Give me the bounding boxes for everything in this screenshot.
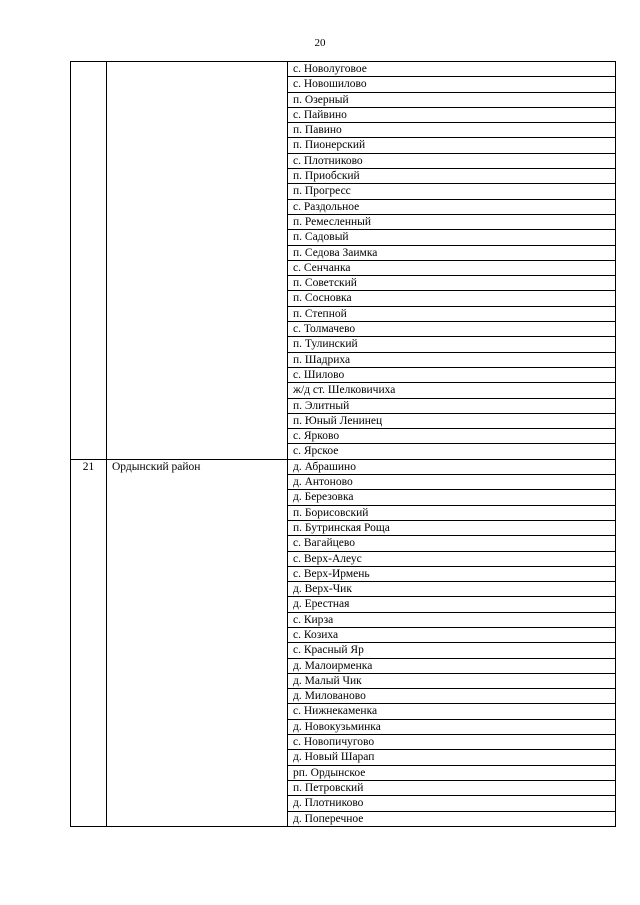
settlement-cell: п. Степной — [288, 306, 616, 321]
settlement-cell: с. Новошилово — [288, 77, 616, 92]
settlement-cell: д. Ерестная — [288, 597, 616, 612]
settlement-cell: д. Березовка — [288, 490, 616, 505]
settlement-cell: с. Раздольное — [288, 199, 616, 214]
settlement-cell: п. Элитный — [288, 398, 616, 413]
settlement-cell: п. Шадриха — [288, 352, 616, 367]
settlement-cell: п. Прогресс — [288, 184, 616, 199]
settlement-cell: п. Бутринская Роща — [288, 520, 616, 535]
settlement-cell: п. Озерный — [288, 92, 616, 107]
settlement-cell: п. Приобский — [288, 169, 616, 184]
settlement-cell: д. Абрашино — [288, 459, 616, 474]
settlement-cell: п. Пионерский — [288, 138, 616, 153]
table-row — [71, 62, 616, 77]
settlement-cell: п. Тулинский — [288, 337, 616, 352]
settlement-cell: д. Верх-Чик — [288, 582, 616, 597]
district-cell: Ордынский район — [107, 459, 288, 826]
row-number-cell — [71, 62, 107, 460]
settlement-cell: с. Козиха — [288, 627, 616, 642]
settlement-cell: п. Юный Ленинец — [288, 413, 616, 428]
settlement-cell: с. Шилово — [288, 367, 616, 382]
settlement-cell: с. Новопичугово — [288, 735, 616, 750]
settlement-cell: п. Сосновка — [288, 291, 616, 306]
settlement-cell: д. Малоирменка — [288, 658, 616, 673]
settlement-cell: д. Антоново — [288, 475, 616, 490]
settlement-cell: с. Ярково — [288, 429, 616, 444]
settlement-cell: с. Вагайцево — [288, 536, 616, 551]
settlement-cell: с. Ярское — [288, 444, 616, 459]
settlement-cell: с. Красный Яр — [288, 643, 616, 658]
settlement-cell: д. Новокузьминка — [288, 719, 616, 734]
settlement-cell: рп. Ордынское — [288, 765, 616, 780]
settlement-cell: д. Поперечное — [288, 811, 616, 826]
settlement-cell: п. Седова Заимка — [288, 245, 616, 260]
settlement-cell: п. Ремесленный — [288, 214, 616, 229]
settlement-cell: п. Садовый — [288, 230, 616, 245]
settlement-cell: п. Советский — [288, 276, 616, 291]
settlement-cell: с. Пайвино — [288, 107, 616, 122]
settlement-cell: с. Новолуговое — [288, 62, 616, 77]
settlement-cell: д. Новый Шарап — [288, 750, 616, 765]
settlement-cell: с. Верх-Ирмень — [288, 566, 616, 581]
settlement-cell: с. Нижнекаменка — [288, 704, 616, 719]
settlement-cell: с. Верх-Алеус — [288, 551, 616, 566]
settlement-cell: д. Милованово — [288, 689, 616, 704]
settlements-table — [70, 61, 616, 827]
settlement-cell: ж/д ст. Шелковичиха — [288, 383, 616, 398]
settlement-cell: с. Сенчанка — [288, 260, 616, 275]
settlement-cell: д. Плотниково — [288, 796, 616, 811]
settlement-cell: п. Павино — [288, 123, 616, 138]
row-number-cell: 21 — [71, 459, 107, 826]
page-number: 20 — [314, 37, 326, 49]
settlement-cell: д. Малый Чик — [288, 673, 616, 688]
settlement-cell: п. Петровский — [288, 780, 616, 795]
settlement-cell: с. Толмачево — [288, 322, 616, 337]
settlement-cell: с. Плотниково — [288, 153, 616, 168]
table-row — [71, 459, 616, 474]
settlements-table-body — [71, 62, 616, 827]
settlement-cell: с. Кирза — [288, 612, 616, 627]
district-cell — [107, 62, 288, 460]
settlement-cell: п. Борисовский — [288, 505, 616, 520]
